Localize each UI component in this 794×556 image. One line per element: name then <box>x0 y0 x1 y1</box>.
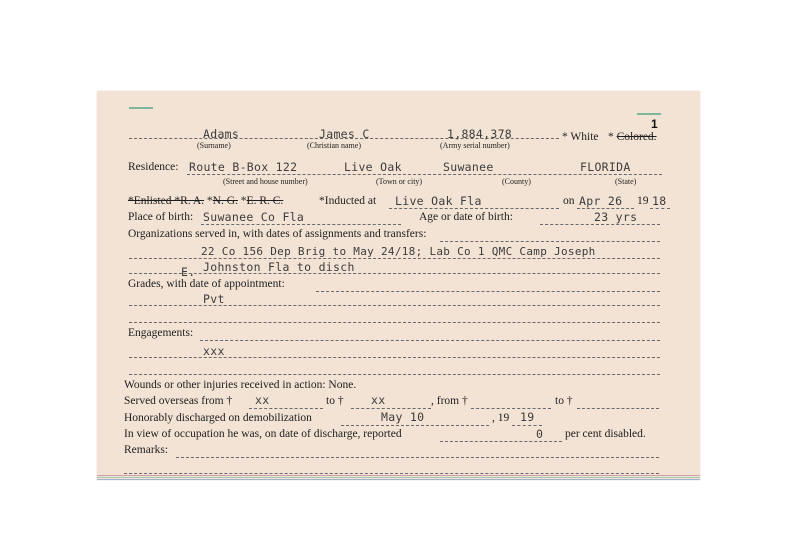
overseas-to-label: to † <box>326 395 344 407</box>
christian-name-caption: (Christian name) <box>307 141 361 150</box>
wounds-label-text: Wounds or other injuries received in action: <box>124 379 326 391</box>
engagements-value: xxx <box>203 344 225 358</box>
bottom-band-pink <box>97 475 700 476</box>
grades-line2 <box>129 305 660 306</box>
discharge-date-line <box>341 425 489 426</box>
christian-name-value: James C <box>319 127 370 141</box>
bottom-band-green <box>97 477 700 478</box>
grades-line3 <box>129 322 660 323</box>
organizations-line2-rule <box>129 273 660 274</box>
organizations-line1-rule <box>129 258 660 259</box>
grades-value: Pvt <box>203 292 225 306</box>
ra-option: R. A. <box>180 195 205 207</box>
engagements-line2 <box>129 357 660 358</box>
disability-line <box>440 441 562 442</box>
engagements-label: Engagements: <box>128 327 194 339</box>
residence-line <box>187 174 662 175</box>
organizations-line2: Johnston Fla to disch <box>203 260 355 274</box>
overseas-to1-line <box>351 408 431 409</box>
town-caption: (Town or city) <box>376 177 423 186</box>
overseas-from1: xx <box>255 393 270 407</box>
age-line <box>540 224 660 225</box>
overseas-to1: xx <box>371 393 386 407</box>
surname-value: Adams <box>203 127 240 141</box>
remarks-label: Remarks: <box>124 444 169 456</box>
enlisted-option: *Enlisted * <box>128 195 181 207</box>
enlistment-type: *Enlisted *R. A. *N. G. *E. R. C. <box>128 195 284 207</box>
discharge-year-prefix: , 19 <box>492 412 510 424</box>
age-value: 23 yrs <box>594 210 638 224</box>
race-colored: * Colored. <box>608 131 657 143</box>
engagements-line3 <box>129 374 660 375</box>
grades-label: Grades, with date of appointment: <box>128 278 285 290</box>
residence-town: Live Oak <box>344 160 402 174</box>
residence-street: Route B-Box 122 <box>189 160 298 174</box>
overseas-label: Served overseas from † <box>124 395 233 407</box>
serial-number-caption: (Army serial number) <box>440 141 510 150</box>
discharge-year: 19 <box>520 410 535 424</box>
tab-mark-left <box>129 107 153 109</box>
street-caption: (Street and house number) <box>223 177 308 186</box>
discharge-date: May 10 <box>381 410 425 424</box>
state-caption: (State) <box>615 177 637 186</box>
engagements-line1 <box>200 340 660 341</box>
wounds-value: None. <box>328 379 357 391</box>
inducted-date: Apr 26 <box>579 194 623 208</box>
inducted-year-prefix: 19 <box>637 195 649 207</box>
overseas-from2-line <box>471 408 551 409</box>
organizations-line2-prefix: E. <box>181 265 196 279</box>
county-caption: (County) <box>502 177 531 186</box>
remarks-line1 <box>176 457 659 458</box>
overseas-from2-label: , from † <box>431 395 468 407</box>
organizations-label: Organizations served in, with dates of assignments and transfers: <box>128 228 427 240</box>
erc-option: E. R. C. <box>246 195 284 207</box>
service-record-card <box>97 91 700 480</box>
bottom-band-blue <box>97 479 700 480</box>
ng-option: N. G. <box>212 195 238 207</box>
residence-county: Suwanee <box>443 160 494 174</box>
tab-mark-right <box>637 113 661 115</box>
birth-place-label: Place of birth: <box>128 211 194 223</box>
disability-label: In view of occupation he was, on date of discharge, reported <box>124 428 402 440</box>
inducted-year-line <box>650 208 670 209</box>
grades-label-line <box>316 291 660 292</box>
inducted-line <box>389 208 559 209</box>
residence-state: FLORIDA <box>580 160 631 174</box>
remarks-line2 <box>124 473 659 474</box>
organizations-line1: 22 Co 156 Dep Brig to May 24/18; Lab Co 1 QMC Camp Joseph <box>201 245 596 258</box>
birth-place-line <box>201 224 401 225</box>
discharge-label: Honorably discharged on demobilization <box>124 412 312 424</box>
card-number: 1 <box>651 117 658 131</box>
inducted-label: *Inducted at <box>319 195 377 207</box>
age-label: Age or date of birth: <box>419 211 513 223</box>
on-label: on <box>563 195 575 207</box>
race-white: * White <box>562 131 599 143</box>
race-colored-text: Colored. <box>616 131 657 143</box>
wounds-label <box>124 379 356 391</box>
discharge-year-line <box>512 425 542 426</box>
surname-caption: (Surname) <box>197 141 231 150</box>
overseas-to2-label: to † <box>555 395 573 407</box>
disability-value: 0 <box>536 427 544 441</box>
birth-place: Suwanee Co Fla <box>203 210 305 224</box>
disability-suffix: per cent disabled. <box>565 428 646 440</box>
inducted-year: 18 <box>652 194 667 208</box>
overseas-from1-line <box>249 408 323 409</box>
inducted-date-line <box>577 208 634 209</box>
overseas-to2-line <box>577 408 659 409</box>
residence-label: Residence: <box>128 161 179 173</box>
organizations-label-line <box>440 241 660 242</box>
serial-number-value: 1,884,378 <box>447 127 513 141</box>
inducted-place: Live Oak Fla <box>395 194 482 208</box>
discharge-year-prefix-text: 19 <box>497 412 510 424</box>
